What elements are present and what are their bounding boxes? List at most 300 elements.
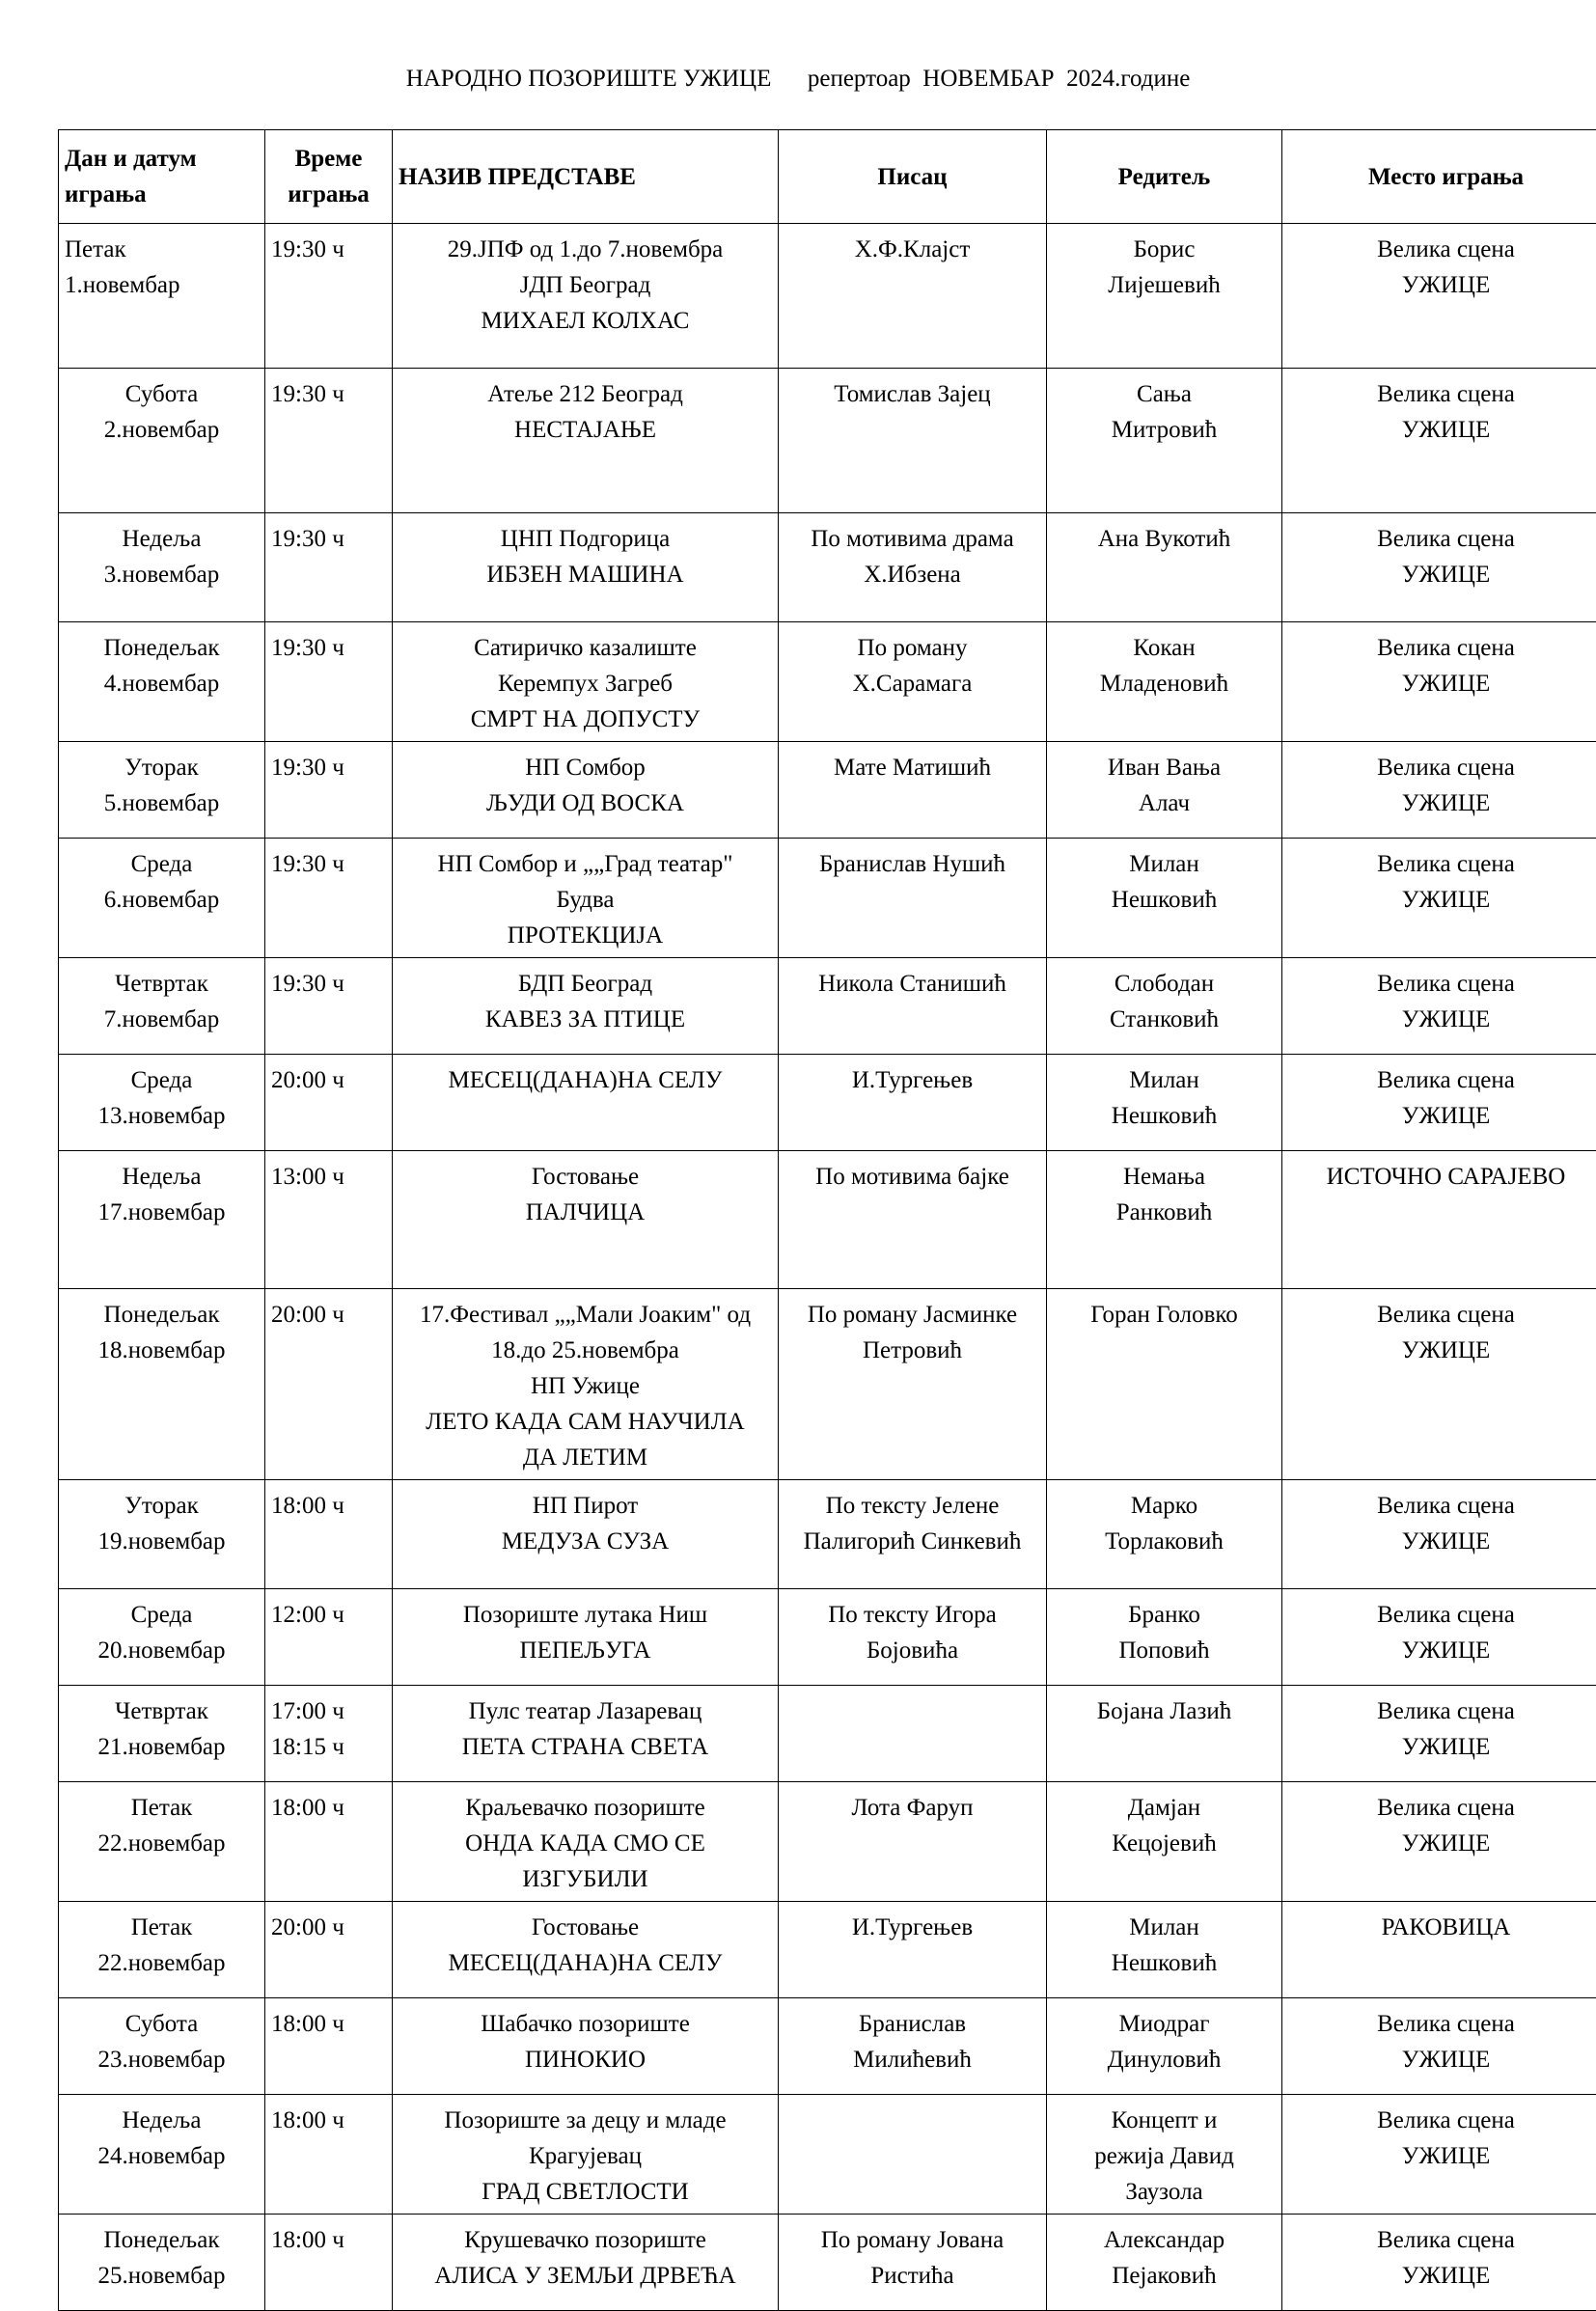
table-row: [59, 1480, 1596, 1589]
column-header-day: Дан и датум играња: [59, 130, 265, 224]
director-cell: [1047, 1289, 1282, 1480]
time-cell: [265, 839, 393, 958]
show-cell-line: МЕСЕЦ(ДАНА)НА СЕЛУ: [399, 1062, 772, 1098]
writer-cell-line: По роману Јасминке: [784, 1297, 1040, 1333]
place-cell-line: ИСТОЧНО САРАЈЕВО: [1288, 1159, 1596, 1195]
director-cell-line: Милан: [1053, 846, 1276, 882]
day-cell-line: 5.новембар: [65, 785, 259, 821]
show-cell-line: Гостовање: [399, 1910, 772, 1945]
director-cell-line: Бојана Лазић: [1053, 1693, 1276, 1729]
place-cell-line: УЖИЦЕ: [1288, 1729, 1596, 1765]
place-cell-line: Велика сцена: [1288, 846, 1596, 882]
time-cell: [265, 1289, 393, 1480]
table-row: [59, 2095, 1596, 2215]
director-cell-line: Дамјан: [1053, 1790, 1276, 1826]
table-row: [59, 369, 1596, 513]
day-cell-line: 6.новембар: [65, 882, 259, 918]
time-cell: [265, 1055, 393, 1151]
writer-cell: [779, 1151, 1047, 1289]
director-cell-line: Милан: [1053, 1910, 1276, 1945]
show-cell: [393, 1151, 779, 1289]
day-cell: [59, 369, 265, 513]
place-cell-line: УЖИЦЕ: [1288, 1333, 1596, 1368]
time-cell: [265, 958, 393, 1055]
show-cell-line: Пулс театар Лазаревац: [399, 1693, 772, 1729]
show-cell-line: Гостовање: [399, 1159, 772, 1195]
show-cell-line: Керемпух Загреб: [399, 666, 772, 702]
time-cell-line: 18:00 ч: [271, 2222, 386, 2258]
place-cell-line: УЖИЦЕ: [1288, 1826, 1596, 1861]
show-cell-line: Атеље 212 Београд: [399, 376, 772, 412]
show-cell-line: ЈДП Београд: [399, 267, 772, 303]
time-cell-line: 19:30 ч: [271, 966, 386, 1002]
show-cell: [393, 1480, 779, 1589]
show-cell: [393, 1289, 779, 1480]
day-cell-line: Среда: [65, 1597, 259, 1633]
time-cell-line: 18:00 ч: [271, 1790, 386, 1826]
writer-cell-line: По тексту Игора: [784, 1597, 1040, 1633]
day-cell-line: Петак: [65, 232, 259, 267]
show-cell: [393, 622, 779, 742]
director-cell-line: Младеновић: [1053, 666, 1276, 702]
director-cell-line: Концепт и: [1053, 2103, 1276, 2138]
director-cell: [1047, 622, 1282, 742]
time-cell-line: 18:15 ч: [271, 1729, 386, 1765]
show-cell: [393, 369, 779, 513]
page-title: НАРОДНО ПОЗОРИШТЕ УЖИЦЕ репертоар НОВЕМБАР 2024.године: [0, 66, 1596, 93]
place-cell: [1282, 1151, 1596, 1289]
show-cell-line: 17.Фестивал „„Мали Јоаким" од: [399, 1297, 772, 1333]
show-cell-line: ПРОТЕКЦИЈА: [399, 918, 772, 953]
column-header-writer: Писац: [779, 130, 1047, 224]
day-cell: [59, 1902, 265, 1998]
director-cell-line: Бранко: [1053, 1597, 1276, 1633]
director-cell: [1047, 1782, 1282, 1902]
place-cell-line: УЖИЦЕ: [1288, 267, 1596, 303]
table-row: [59, 839, 1596, 958]
day-cell-line: 25.новембар: [65, 2258, 259, 2294]
show-cell-line: БДП Београд: [399, 966, 772, 1002]
place-cell-line: Велика сцена: [1288, 2222, 1596, 2258]
director-cell-line: Торлаковић: [1053, 1524, 1276, 1559]
place-cell-line: УЖИЦЕ: [1288, 666, 1596, 702]
director-cell-line: Алач: [1053, 785, 1276, 821]
show-cell-line: НП Пирот: [399, 1488, 772, 1524]
column-header-place: Место играња: [1282, 130, 1596, 224]
writer-cell-line: Х.Ф.Клајст: [784, 232, 1040, 267]
time-cell-line: 20:00 ч: [271, 1910, 386, 1945]
writer-cell-line: По мотивима драма: [784, 521, 1040, 557]
time-cell: [265, 1902, 393, 1998]
director-cell: [1047, 742, 1282, 839]
writer-cell-line: Х.Ибзена: [784, 557, 1040, 592]
show-cell: [393, 839, 779, 958]
place-cell-line: УЖИЦЕ: [1288, 2138, 1596, 2174]
director-cell-line: Ана Вукотић: [1053, 521, 1276, 557]
director-cell-line: Пејаковић: [1053, 2258, 1276, 2294]
director-cell-line: Слободан: [1053, 966, 1276, 1002]
director-cell: [1047, 224, 1282, 369]
place-cell: [1282, 1902, 1596, 1998]
writer-cell-line: По мотивима бајке: [784, 1159, 1040, 1195]
table-row: [59, 1998, 1596, 2095]
day-cell: [59, 1055, 265, 1151]
writer-cell-line: Мате Матишић: [784, 750, 1040, 785]
time-cell-line: 19:30 ч: [271, 521, 386, 557]
time-cell: [265, 224, 393, 369]
place-cell-line: УЖИЦЕ: [1288, 1633, 1596, 1668]
day-cell-line: Среда: [65, 1062, 259, 1098]
writer-cell: [779, 839, 1047, 958]
time-cell-line: 19:30 ч: [271, 376, 386, 412]
writer-cell: [779, 2215, 1047, 2311]
director-cell-line: Кокан: [1053, 630, 1276, 666]
director-cell: [1047, 2215, 1282, 2311]
show-cell: [393, 1589, 779, 1686]
time-cell: [265, 1998, 393, 2095]
writer-cell-line: И.Тургењев: [784, 1910, 1040, 1945]
place-cell: [1282, 369, 1596, 513]
place-cell: [1282, 958, 1596, 1055]
show-cell-line: ПИНОКИО: [399, 2042, 772, 2077]
table-row: [59, 1782, 1596, 1902]
table-row: [59, 1151, 1596, 1289]
time-cell-line: 12:00 ч: [271, 1597, 386, 1633]
place-cell-line: Велика сцена: [1288, 2103, 1596, 2138]
place-cell-line: Велика сцена: [1288, 1693, 1596, 1729]
show-cell-line: Позориште лутака Ниш: [399, 1597, 772, 1633]
director-cell-line: Нешковић: [1053, 882, 1276, 918]
time-cell-line: 18:00 ч: [271, 1488, 386, 1524]
place-cell: [1282, 1686, 1596, 1782]
director-cell-line: Поповић: [1053, 1633, 1276, 1668]
place-cell-line: УЖИЦЕ: [1288, 412, 1596, 448]
day-cell-line: Петак: [65, 1790, 259, 1826]
writer-cell-line: По роману Јована: [784, 2222, 1040, 2258]
show-cell-line: ГРАД СВЕТЛОСТИ: [399, 2174, 772, 2210]
show-cell-line: МЕСЕЦ(ДАНА)НА СЕЛУ: [399, 1945, 772, 1981]
writer-cell: [779, 1686, 1047, 1782]
place-cell: [1282, 2215, 1596, 2311]
day-cell-line: Понедељак: [65, 2222, 259, 2258]
place-cell-line: УЖИЦЕ: [1288, 1002, 1596, 1037]
day-cell: [59, 622, 265, 742]
time-cell: [265, 1782, 393, 1902]
show-cell-line: ПЕПЕЉУГА: [399, 1633, 772, 1668]
day-cell-line: 3.новембар: [65, 557, 259, 592]
writer-cell-line: Ристића: [784, 2258, 1040, 2294]
writer-cell-line: Бојовића: [784, 1633, 1040, 1668]
director-cell: [1047, 1998, 1282, 2095]
show-cell-line: ИЗГУБИЛИ: [399, 1861, 772, 1897]
show-cell-line: ЛЕТО КАДА САМ НАУЧИЛА: [399, 1404, 772, 1440]
show-cell-line: Шабачко позориште: [399, 2006, 772, 2042]
writer-cell-line: Милићевић: [784, 2042, 1040, 2077]
table-row: [59, 2215, 1596, 2311]
time-cell-line: 13:00 ч: [271, 1159, 386, 1195]
director-cell: [1047, 369, 1282, 513]
place-cell: [1282, 513, 1596, 622]
show-cell: [393, 1055, 779, 1151]
day-cell-line: 19.новембар: [65, 1524, 259, 1559]
show-cell-line: Краљевачко позориште: [399, 1790, 772, 1826]
time-cell-line: 18:00 ч: [271, 2103, 386, 2138]
day-cell-line: Петак: [65, 1910, 259, 1945]
director-cell: [1047, 1902, 1282, 1998]
day-cell-line: Недеља: [65, 521, 259, 557]
show-cell-line: ДА ЛЕТИМ: [399, 1440, 772, 1475]
time-cell: [265, 622, 393, 742]
show-cell: [393, 513, 779, 622]
day-cell-line: 4.новембар: [65, 666, 259, 702]
writer-cell: [779, 622, 1047, 742]
day-cell-line: Четвртак: [65, 1693, 259, 1729]
time-cell: [265, 2095, 393, 2215]
writer-cell: [779, 1782, 1047, 1902]
director-cell-line: Станковић: [1053, 1002, 1276, 1037]
place-cell-line: Велика сцена: [1288, 630, 1596, 666]
writer-cell: [779, 513, 1047, 622]
writer-cell: [779, 2095, 1047, 2215]
day-cell-line: 1.новембар: [65, 267, 259, 303]
show-cell-line: ПАЛЧИЦА: [399, 1195, 772, 1230]
time-cell: [265, 1480, 393, 1589]
writer-cell: [779, 224, 1047, 369]
writer-cell: [779, 1480, 1047, 1589]
place-cell-line: УЖИЦЕ: [1288, 785, 1596, 821]
show-cell-line: Сатиричко казалиште: [399, 630, 772, 666]
day-cell-line: Недеља: [65, 1159, 259, 1195]
time-cell: [265, 1686, 393, 1782]
day-cell-line: 22.новембар: [65, 1945, 259, 1981]
director-cell-line: Миодраг: [1053, 2006, 1276, 2042]
show-cell: [393, 1782, 779, 1902]
time-cell-line: 19:30 ч: [271, 630, 386, 666]
show-cell: [393, 1998, 779, 2095]
place-cell-line: Велика сцена: [1288, 2006, 1596, 2042]
director-cell-line: Динуловић: [1053, 2042, 1276, 2077]
director-cell: [1047, 2095, 1282, 2215]
day-cell: [59, 2095, 265, 2215]
writer-cell-line: Лота Фаруп: [784, 1790, 1040, 1826]
director-cell: [1047, 958, 1282, 1055]
day-cell-line: 23.новембар: [65, 2042, 259, 2077]
show-cell-line: ПЕТА СТРАНА СВЕТА: [399, 1729, 772, 1765]
show-cell-line: МЕДУЗА СУЗА: [399, 1524, 772, 1559]
show-cell: [393, 1686, 779, 1782]
day-cell-line: 2.новембар: [65, 412, 259, 448]
day-cell: [59, 742, 265, 839]
day-cell-line: Недеља: [65, 2103, 259, 2138]
place-cell: [1282, 1480, 1596, 1589]
day-cell: [59, 839, 265, 958]
writer-cell-line: По роману: [784, 630, 1040, 666]
day-cell: [59, 1151, 265, 1289]
director-cell-line: Иван Вања: [1053, 750, 1276, 785]
place-cell: [1282, 2095, 1596, 2215]
time-cell: [265, 1151, 393, 1289]
place-cell-line: Велика сцена: [1288, 1488, 1596, 1524]
day-cell-line: 20.новембар: [65, 1633, 259, 1668]
writer-cell-line: По тексту Јелене: [784, 1488, 1040, 1524]
place-cell-line: Велика сцена: [1288, 1597, 1596, 1633]
show-cell: [393, 2215, 779, 2311]
day-cell: [59, 1782, 265, 1902]
table-row: [59, 622, 1596, 742]
director-cell-line: Борис: [1053, 232, 1276, 267]
column-header-time: Време играња: [265, 130, 393, 224]
writer-cell: [779, 1055, 1047, 1151]
day-cell-line: 22.новембар: [65, 1826, 259, 1861]
director-cell-line: Ранковић: [1053, 1195, 1276, 1230]
show-cell-line: 29.ЈПФ од 1.до 7.новембра: [399, 232, 772, 267]
table-header-row: [59, 130, 1596, 224]
time-cell: [265, 742, 393, 839]
place-cell-line: УЖИЦЕ: [1288, 882, 1596, 918]
director-cell-line: Сања: [1053, 376, 1276, 412]
place-cell-line: Велика сцена: [1288, 376, 1596, 412]
show-cell-line: ИБЗЕН МАШИНА: [399, 557, 772, 592]
show-cell-line: Позориште за децу и младе: [399, 2103, 772, 2138]
time-cell-line: 19:30 ч: [271, 750, 386, 785]
place-cell-line: УЖИЦЕ: [1288, 2042, 1596, 2077]
director-cell-line: Нешковић: [1053, 1945, 1276, 1981]
show-cell-line: 18.до 25.новембра: [399, 1333, 772, 1368]
director-cell: [1047, 1055, 1282, 1151]
show-cell-line: СМРТ НА ДОПУСТУ: [399, 702, 772, 737]
day-cell: [59, 1589, 265, 1686]
time-cell-line: 18:00 ч: [271, 2006, 386, 2042]
writer-cell-line: И.Тургењев: [784, 1062, 1040, 1098]
director-cell-line: Марко: [1053, 1488, 1276, 1524]
place-cell-line: УЖИЦЕ: [1288, 2258, 1596, 2294]
time-cell-line: 19:30 ч: [271, 846, 386, 882]
day-cell-line: 7.новембар: [65, 1002, 259, 1037]
director-cell-line: Александар: [1053, 2222, 1276, 2258]
table-row: [59, 513, 1596, 622]
place-cell-line: УЖИЦЕ: [1288, 1524, 1596, 1559]
day-cell-line: Уторак: [65, 750, 259, 785]
director-cell: [1047, 839, 1282, 958]
director-cell: [1047, 1686, 1282, 1782]
day-cell-line: 21.новембар: [65, 1729, 259, 1765]
day-cell-line: 24.новембар: [65, 2138, 259, 2174]
place-cell: [1282, 742, 1596, 839]
show-cell-line: МИХАЕЛ КОЛХАС: [399, 303, 772, 339]
place-cell-line: Велика сцена: [1288, 521, 1596, 557]
writer-cell-line: Никола Станишић: [784, 966, 1040, 1002]
place-cell: [1282, 1782, 1596, 1902]
show-cell: [393, 742, 779, 839]
time-cell: [265, 2215, 393, 2311]
place-cell-line: УЖИЦЕ: [1288, 1098, 1596, 1134]
day-cell-line: Четвртак: [65, 966, 259, 1002]
writer-cell-line: Палигорић Синкевић: [784, 1524, 1040, 1559]
day-cell: [59, 958, 265, 1055]
writer-cell: [779, 1902, 1047, 1998]
director-cell-line: Кецојевић: [1053, 1826, 1276, 1861]
place-cell-line: РАКОВИЦА: [1288, 1910, 1596, 1945]
director-cell-line: Митровић: [1053, 412, 1276, 448]
show-cell-line: КАВЕЗ ЗА ПТИЦЕ: [399, 1002, 772, 1037]
day-cell: [59, 1289, 265, 1480]
day-cell: [59, 1480, 265, 1589]
director-cell: [1047, 513, 1282, 622]
writer-cell-line: Бранислав Нушић: [784, 846, 1040, 882]
day-cell-line: Среда: [65, 846, 259, 882]
day-cell-line: Субота: [65, 2006, 259, 2042]
director-cell-line: Милан: [1053, 1062, 1276, 1098]
place-cell: [1282, 224, 1596, 369]
place-cell: [1282, 839, 1596, 958]
day-cell: [59, 224, 265, 369]
show-cell-line: Крагујевац: [399, 2138, 772, 2174]
day-cell-line: 17.новембар: [65, 1195, 259, 1230]
time-cell: [265, 369, 393, 513]
director-cell: [1047, 1151, 1282, 1289]
place-cell-line: Велика сцена: [1288, 966, 1596, 1002]
table-row: [59, 1686, 1596, 1782]
director-cell: [1047, 1480, 1282, 1589]
show-cell-line: НП Сомбор: [399, 750, 772, 785]
table-row: [59, 742, 1596, 839]
director-cell-line: Лијешевић: [1053, 267, 1276, 303]
time-cell-line: 20:00 ч: [271, 1297, 386, 1333]
place-cell: [1282, 1055, 1596, 1151]
show-cell-line: Будва: [399, 882, 772, 918]
day-cell: [59, 2215, 265, 2311]
writer-cell: [779, 1289, 1047, 1480]
writer-cell: [779, 958, 1047, 1055]
table-row: [59, 224, 1596, 369]
place-cell-line: УЖИЦЕ: [1288, 557, 1596, 592]
writer-cell: [779, 1998, 1047, 2095]
place-cell-line: Велика сцена: [1288, 232, 1596, 267]
table-row: [59, 1902, 1596, 1998]
writer-cell: [779, 369, 1047, 513]
column-header-director: Редитељ: [1047, 130, 1282, 224]
director-cell-line: Заузола: [1053, 2174, 1276, 2210]
show-cell-line: АЛИСА У ЗЕМЉИ ДРВЕЋА: [399, 2258, 772, 2294]
day-cell-line: 13.новембар: [65, 1098, 259, 1134]
writer-cell-line: Х.Сарамага: [784, 666, 1040, 702]
show-cell: [393, 958, 779, 1055]
day-cell-line: Понедељак: [65, 1297, 259, 1333]
director-cell-line: Немања: [1053, 1159, 1276, 1195]
time-cell-line: 17:00 ч: [271, 1693, 386, 1729]
day-cell: [59, 513, 265, 622]
show-cell-line: ЦНП Подгорица: [399, 521, 772, 557]
place-cell: [1282, 1589, 1596, 1686]
place-cell-line: Велика сцена: [1288, 1297, 1596, 1333]
writer-cell-line: Бранислав: [784, 2006, 1040, 2042]
table-row: [59, 1055, 1596, 1151]
writer-cell: [779, 742, 1047, 839]
show-cell-line: Крушевачко позориште: [399, 2222, 772, 2258]
show-cell-line: НП Ужице: [399, 1368, 772, 1404]
time-cell-line: 20:00 ч: [271, 1062, 386, 1098]
time-cell: [265, 513, 393, 622]
director-cell-line: Горан Головко: [1053, 1297, 1276, 1333]
place-cell: [1282, 622, 1596, 742]
day-cell: [59, 1686, 265, 1782]
day-cell-line: Уторак: [65, 1488, 259, 1524]
place-cell-line: Велика сцена: [1288, 1062, 1596, 1098]
place-cell: [1282, 1998, 1596, 2095]
writer-cell: [779, 1589, 1047, 1686]
writer-cell-line: Петровић: [784, 1333, 1040, 1368]
place-cell-line: Велика сцена: [1288, 750, 1596, 785]
